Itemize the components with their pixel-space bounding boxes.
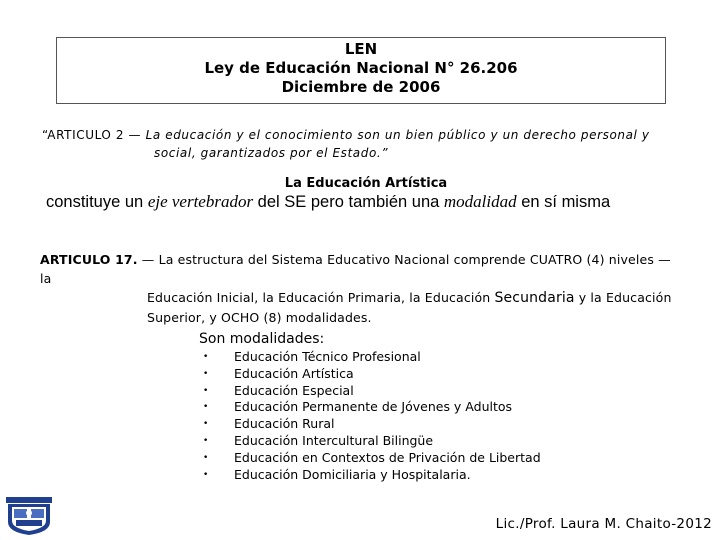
list-item [203,349,541,366]
author-credit: Lic./Prof. Laura M. Chaito-2012 [495,516,712,532]
bullet-icon: • [203,402,209,413]
list-item [203,416,541,433]
bullet-icon: • [203,368,209,379]
quote-line-1 [42,126,682,144]
bullet-icon: • [203,352,209,362]
quote-lead: “ARTICULO 2 — [42,128,146,142]
list-item [203,433,541,450]
sentence-eje: eje vertebrador [147,192,254,211]
title-line-2: Ley de Educación Nacional N° 26.206 [204,59,518,77]
list-item [203,366,541,383]
list-item-label: Educación Técnico Profesional [234,349,421,364]
list-item-label: Educación Permanente de Jóvenes y Adultos [234,399,513,415]
quote-text-2: social, garantizados por el Estado.” [154,146,389,160]
list-item-label: Educación Intercultural Bilingüe [234,432,434,448]
sentence-modalidad: modalidad [443,192,517,211]
list-item [203,399,541,416]
article-17-label: ARTICULO 17. [40,252,138,267]
article-17-line-3: Superior, y OCHO (8) modalidades. [147,310,372,325]
bullet-icon: • [203,435,209,446]
modalities-list [203,349,541,483]
list-item-label: Educación Domiciliaria y Hospitalaria. [234,466,471,482]
sentence-part-2: del SE pero también una [253,193,444,211]
article-2-quote [42,126,682,162]
article-17-text-2a: Educación Inicial, la Educación Primaria, la Educación [147,290,495,305]
article-17-line-2 [40,288,680,308]
list-item [203,383,541,400]
list-item [203,467,541,484]
article-17-text-2c: y la Educación [574,290,672,305]
sentence-part-3: en sí misma [516,193,611,211]
article-17-text-1: — La estructura del Sistema Educativo Nacional comprende CUATRO (4) niveles —la [40,252,671,286]
modalities-title: Son modalidades: [199,331,325,347]
bullet-icon: • [203,419,209,430]
quote-text-1: La educación y el conocimiento son un bien público y un derecho personal y [145,128,650,142]
list-item-label: Educación Artística [234,365,354,381]
bullet-icon: • [203,469,209,480]
bullet-icon: • [203,452,209,463]
title-line-1: LEN [344,40,378,58]
list-item-label: Educación Especial [234,382,354,398]
title-line-3: Diciembre de 2006 [281,78,441,96]
list-item-label: Educación Rural [234,416,335,432]
crest-icon [4,496,54,536]
list-item [203,450,541,467]
bullet-icon: • [203,385,209,396]
school-crest-logo [4,496,54,536]
key-sentence [46,192,706,212]
sentence-part-1: constituye un [46,193,148,211]
subheading: La Educación Artística [284,176,448,191]
article-17 [40,250,680,327]
list-item-label: Educación en Contextos de Privación de Libertad [234,449,541,465]
article-17-line-1 [40,250,680,288]
title-box [56,37,666,104]
article-17-text-2b: Secundaria [494,290,575,306]
